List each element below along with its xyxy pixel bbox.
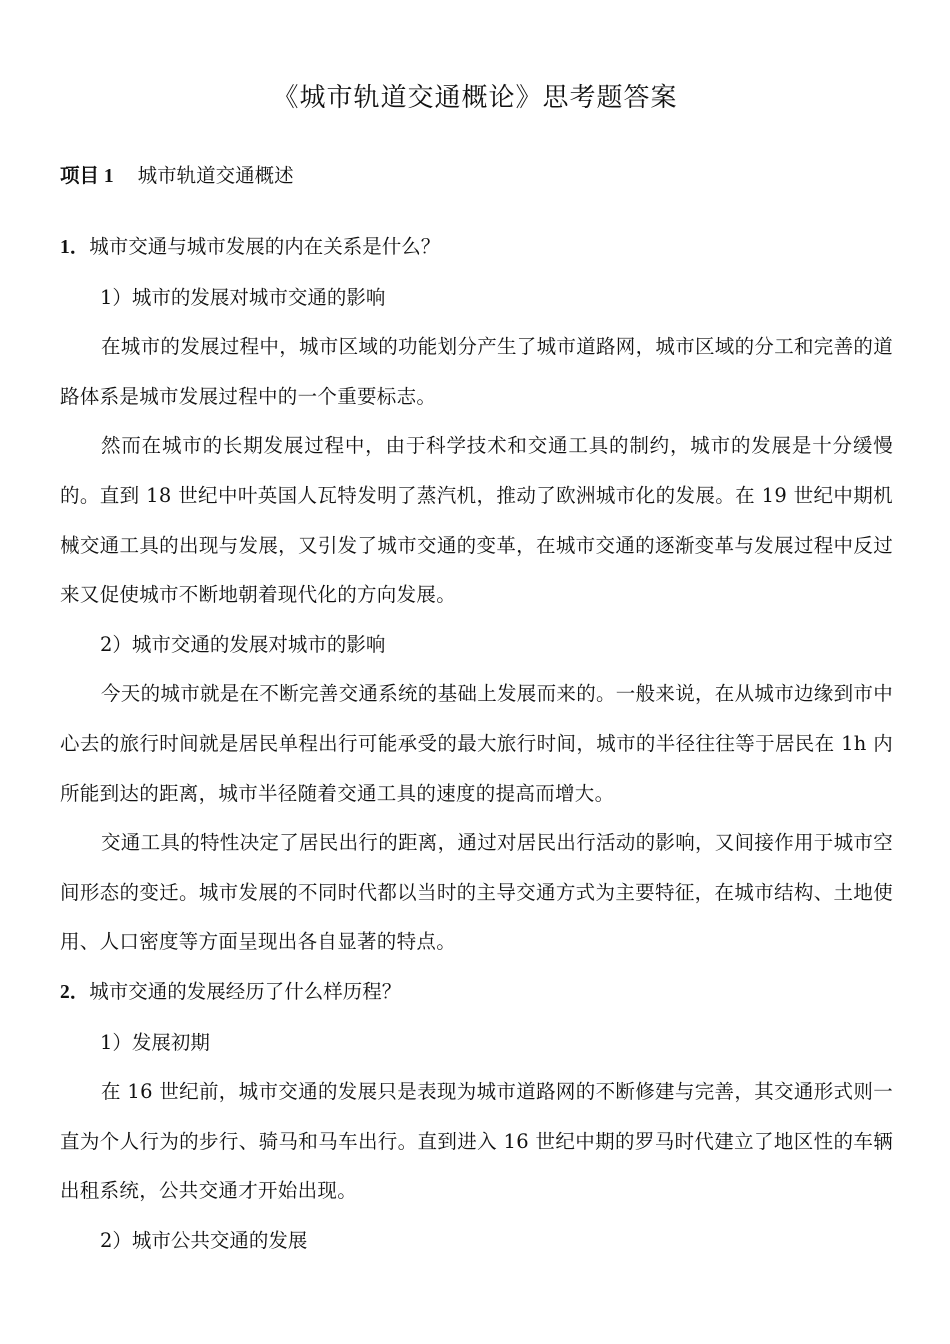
project-name: 城市轨道交通概述 bbox=[137, 164, 294, 187]
document-body bbox=[60, 222, 893, 1265]
project-number: 项目 1 bbox=[60, 166, 114, 187]
document-title: 《城市轨道交通概论》思考题答案 bbox=[272, 83, 678, 113]
paragraph: 在城市的发展过程中，城市区域的功能划分产生了城市道路网，城市区域的分工和完善的道路体系是城市发展过程中的一个重要标志。 bbox=[60, 335, 894, 408]
paragraph: 然而在城市的长期发展过程中，由于科学技术和交通工具的制约，城市的发展是十分缓慢的。直到 18 世纪中叶英国人瓦特发明了蒸汽机，推动了欧洲城市化的发展。在 19 世纪中期机械交通工具的出现与发展，又引发了城市交通的变革，在城市交通的逐渐变革与发展过程中反过来又促使城市不断地朝着现代化的方向发展。 bbox=[60, 434, 893, 607]
subheading: 2）城市公共交通的发展 bbox=[100, 1228, 308, 1252]
paragraph: 交通工具的特性决定了居民出行的距离，通过对居民出行活动的影响，又间接作用于城市空间形态的变迁。城市发展的不同时代都以当时的主导交通方式为主要特征，在城市结构、土地使用、人口密度等方面呈现出各自显著的特点。 bbox=[60, 831, 894, 954]
question-2 bbox=[60, 967, 893, 1018]
question-text: 城市交通的发展经历了什么样历程？ bbox=[89, 979, 402, 1003]
question-number: 1． bbox=[60, 237, 90, 258]
paragraph: 今天的城市就是在不断完善交通系统的基础上发展而来的。一般来说，在从城市边缘到市中心去的旅行时间就是居民单程出行可能承受的最大旅行时间，城市的半径往往等于居民在 1h 内所能到达的距离，城市半径随着交通工具的速度的提高而增大。 bbox=[60, 682, 894, 805]
subheading: 1）发展初期 bbox=[100, 1030, 210, 1054]
subheading: 2）城市交通的发展对城市的影响 bbox=[100, 632, 386, 656]
question-number: 2． bbox=[60, 981, 90, 1003]
question-text: 城市交通与城市发展的内在关系是什么？ bbox=[89, 235, 441, 258]
project-heading bbox=[60, 160, 294, 193]
subheading: 1）城市的发展对城市交通的影响 bbox=[100, 285, 386, 309]
paragraph: 在 16 世纪前，城市交通的发展只是表现为城市道路网的不断修建与完善，其交通形式则一直为个人行为的步行、骑马和马车出行。直到进入 16 世纪中期的罗马时代建立了地区性的车辆出租系统，公共交通才开始出现。 bbox=[60, 1080, 893, 1203]
question-1 bbox=[60, 222, 893, 273]
